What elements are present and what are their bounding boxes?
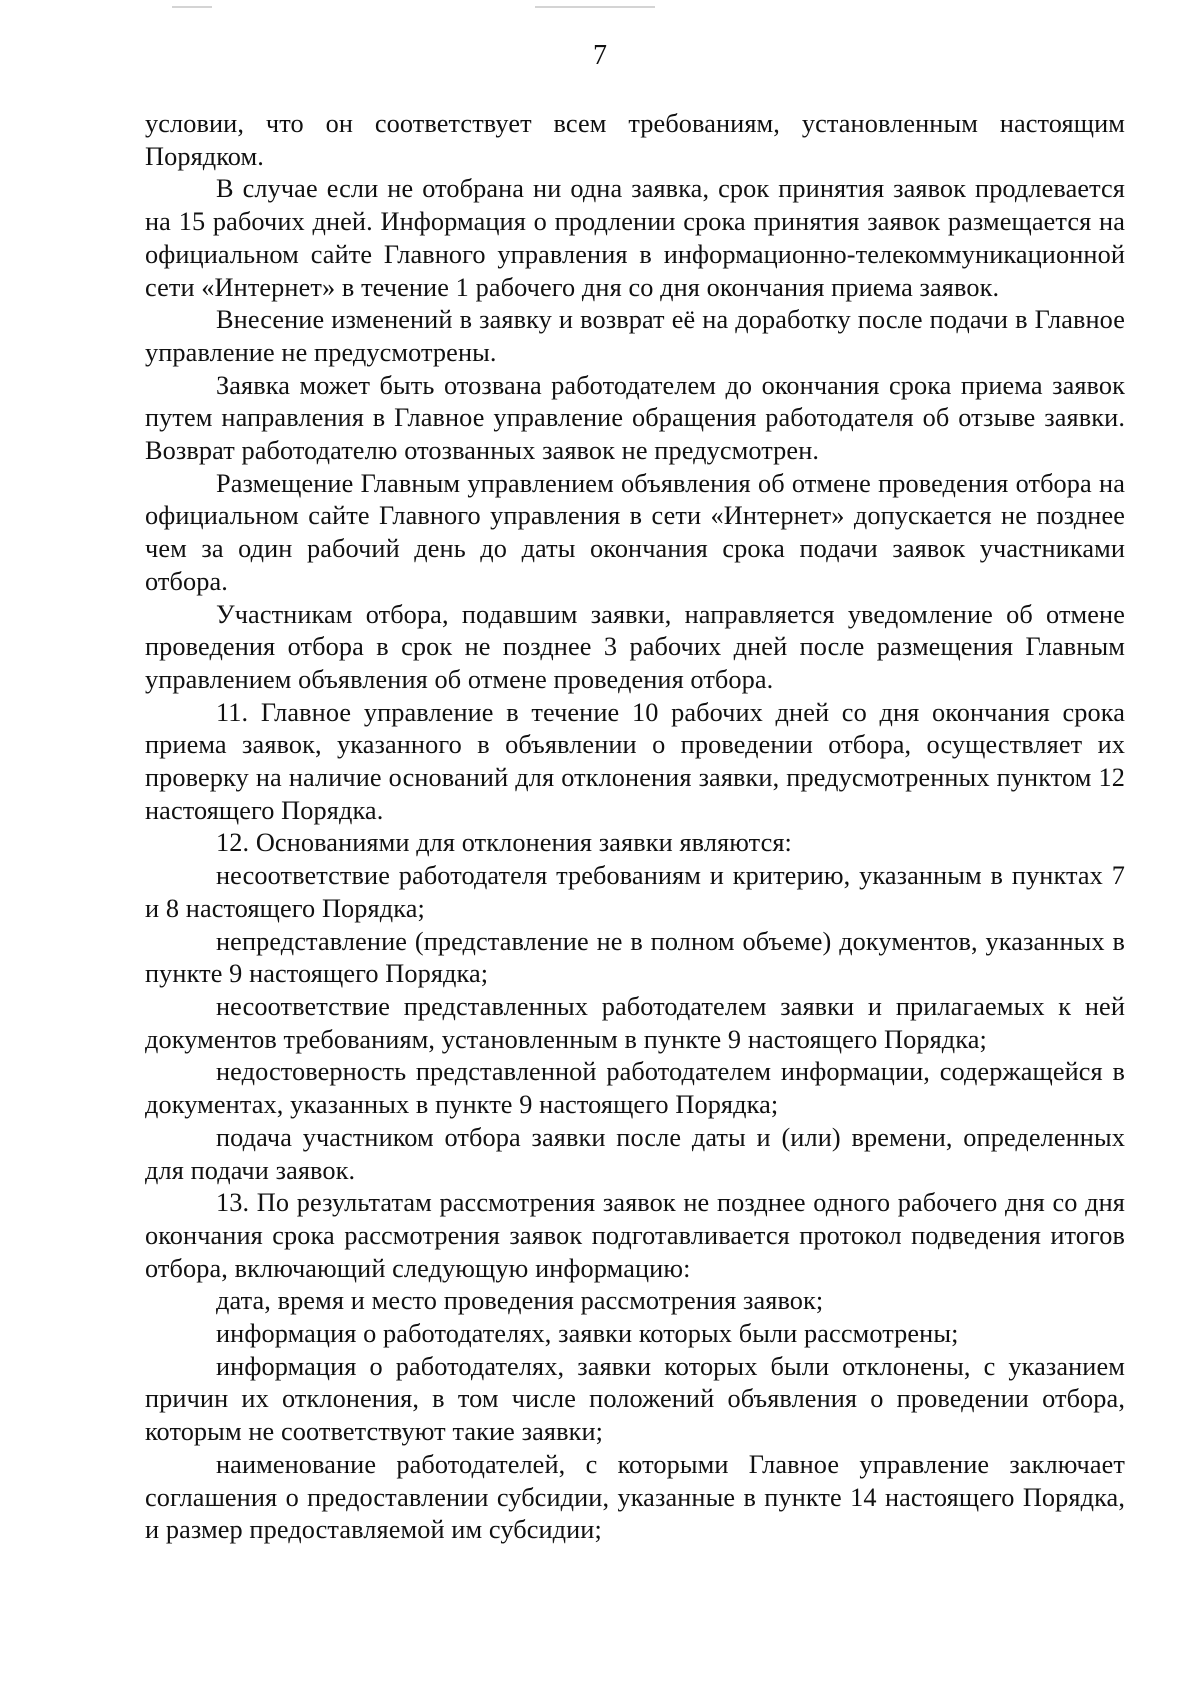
paragraph: Внесение изменений в заявку и возврат её на доработку после подачи в Главное управление не предусмотрены. (145, 305, 1125, 367)
list-item: недостоверность представленной работодателем информации, содержащейся в документах, указанных в пункте 9 настоящего Порядка; (145, 1057, 1125, 1120)
list-item: непредставление (представление не в полном объеме) документов, указанных в пункте 9 настоящего Порядка; (145, 926, 1125, 989)
paragraph: Размещение Главным управлением объявления об отмене проведения отбора на официальном сайте Главного управления в сети «Интернет» допускается не позднее чем за один рабочий день до даты окончания срока подачи заявок участниками отбора. (145, 468, 1125, 596)
paragraph: Участникам отбора, подавшим заявки, направляется уведомление об отмене проведения отбора в срок не позднее 3 рабочих дней после размещения Главным управлением объявления об отмене проведения отбора. (145, 599, 1125, 694)
scan-artifact (535, 6, 655, 8)
paragraph-item-13: 13. По результатам рассмотрения заявок не позднее одного рабочего дня со дня окончания срока рассмотрения заявок подготавливается протокол подведения итогов отбора, включающий следующую информацию: (145, 1188, 1125, 1283)
list-item: несоответствие работодателя требованиям и критерию, указанным в пунктах 7 и 8 настоящего Порядка; (145, 861, 1125, 923)
paragraph: Заявка может быть отозвана работодателем до окончания срока приема заявок путем направления в Главное управление обращения работодателя об отзыве заявки. Возврат работодателю отозванных заявок не предусмотрен. (145, 370, 1125, 466)
list-item: информация о работодателях, заявки которых были рассмотрены; (216, 1319, 959, 1349)
scan-artifact (172, 6, 212, 8)
paragraph-item-12: 12. Основаниями для отклонения заявки являются: (216, 828, 792, 858)
paragraph-item-11: 11. Главное управление в течение 10 рабочих дней со дня окончания срока приема заявок, указанного в объявлении о проведении отбора, осуществляет их проверку на наличие оснований для отклонения заявки, предусмотренных пунктом 12 настоящего Порядка. (145, 697, 1125, 825)
list-item: дата, время и место проведения рассмотрения заявок; (216, 1286, 824, 1316)
list-item: подача участником отбора заявки после даты и (или) времени, определенных для подачи заявок. (145, 1122, 1125, 1185)
list-item: несоответствие представленных работодателем заявки и прилагаемых к ней документов требованиям, установленным в пункте 9 настоящего Порядка; (145, 991, 1125, 1054)
page-number: 7 (593, 40, 607, 71)
body-text (145, 108, 1125, 1547)
paragraph: В случае если не отобрана ни одна заявка, срок принятия заявок продлевается на 15 рабочих дней. Информация о продлении срока принятия заявок размещается на официальном сайте Главного управления в информационно-телекоммуникационной сети «Интернет» в течение 1 рабочего дня со дня окончания приема заявок. (145, 174, 1125, 302)
list-item: информация о работодателях, заявки которых были отклонены, с указанием причин их отклонения, в том числе положений объявления о проведении отбора, которым не соответствуют такие заявки; (145, 1351, 1125, 1447)
list-item: наименование работодателей, с которыми Главное управление заключает соглашения о предоставлении субсидии, указанные в пункте 14 настоящего Порядка, и размер предоставляемой им субсидии; (145, 1449, 1125, 1545)
paragraph: условии, что он соответствует всем требованиям, установленным настоящим Порядком. (145, 109, 1125, 171)
